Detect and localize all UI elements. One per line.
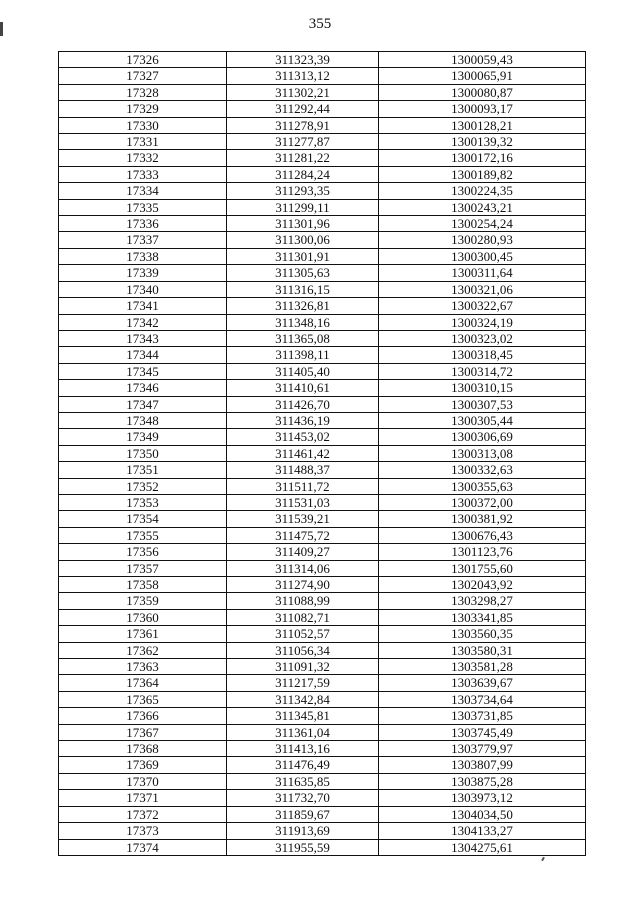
point-number-cell: 17348: [59, 412, 227, 428]
x-coordinate-cell: 311316,15: [227, 281, 379, 297]
x-coordinate-cell: 311539,21: [227, 511, 379, 527]
y-coordinate-cell: 1300332,63: [379, 462, 586, 478]
table-row: [59, 101, 586, 117]
y-coordinate-cell: 1300314,72: [379, 363, 586, 379]
y-coordinate-cell: 1303973,12: [379, 790, 586, 806]
y-coordinate-cell: 1300065,91: [379, 68, 586, 84]
coordinates-table-wrapper: [58, 51, 585, 856]
point-number-cell: 17371: [59, 790, 227, 806]
x-coordinate-cell: 311476,49: [227, 757, 379, 773]
x-coordinate-cell: 311301,96: [227, 216, 379, 232]
x-coordinate-cell: 311088,99: [227, 593, 379, 609]
y-coordinate-cell: 1303639,67: [379, 675, 586, 691]
y-coordinate-cell: 1300318,45: [379, 347, 586, 363]
x-coordinate-cell: 311365,08: [227, 330, 379, 346]
y-coordinate-cell: 1303734,64: [379, 691, 586, 707]
y-coordinate-cell: 1304133,27: [379, 823, 586, 839]
y-coordinate-cell: 1304275,61: [379, 839, 586, 855]
coordinates-table: [58, 51, 586, 856]
point-number-cell: 17331: [59, 134, 227, 150]
point-number-cell: 17369: [59, 757, 227, 773]
table-row: [59, 216, 586, 232]
table-row: [59, 806, 586, 822]
x-coordinate-cell: 311488,37: [227, 462, 379, 478]
y-coordinate-cell: 1300322,67: [379, 298, 586, 314]
table-row: [59, 265, 586, 281]
table-row: [59, 68, 586, 84]
point-number-cell: 17328: [59, 84, 227, 100]
table-row: [59, 84, 586, 100]
table-row: [59, 757, 586, 773]
x-coordinate-cell: 311314,06: [227, 560, 379, 576]
y-coordinate-cell: 1302043,92: [379, 577, 586, 593]
y-coordinate-cell: 1303341,85: [379, 609, 586, 625]
table-row: [59, 117, 586, 133]
table-row: [59, 691, 586, 707]
y-coordinate-cell: 1303807,99: [379, 757, 586, 773]
y-coordinate-cell: 1300059,43: [379, 52, 586, 68]
x-coordinate-cell: 311305,63: [227, 265, 379, 281]
table-row: [59, 790, 586, 806]
table-row: [59, 380, 586, 396]
point-number-cell: 17339: [59, 265, 227, 281]
y-coordinate-cell: 1300324,19: [379, 314, 586, 330]
table-body: [59, 52, 586, 856]
x-coordinate-cell: 311913,69: [227, 823, 379, 839]
table-row: [59, 527, 586, 543]
x-coordinate-cell: 311091,32: [227, 659, 379, 675]
y-coordinate-cell: 1301755,60: [379, 560, 586, 576]
table-row: [59, 134, 586, 150]
point-number-cell: 17329: [59, 101, 227, 117]
y-coordinate-cell: 1300307,53: [379, 396, 586, 412]
point-number-cell: 17345: [59, 363, 227, 379]
y-coordinate-cell: 1300254,24: [379, 216, 586, 232]
point-number-cell: 17336: [59, 216, 227, 232]
y-coordinate-cell: 1303731,85: [379, 708, 586, 724]
table-row: [59, 462, 586, 478]
y-coordinate-cell: 1300243,21: [379, 199, 586, 215]
y-coordinate-cell: 1300323,02: [379, 330, 586, 346]
point-number-cell: 17349: [59, 429, 227, 445]
y-coordinate-cell: 1300306,69: [379, 429, 586, 445]
point-number-cell: 17341: [59, 298, 227, 314]
table-row: [59, 199, 586, 215]
point-number-cell: 17364: [59, 675, 227, 691]
point-number-cell: 17334: [59, 183, 227, 199]
point-number-cell: 17372: [59, 806, 227, 822]
y-coordinate-cell: 1300189,82: [379, 166, 586, 182]
point-number-cell: 17332: [59, 150, 227, 166]
x-coordinate-cell: 311635,85: [227, 773, 379, 789]
table-row: [59, 741, 586, 757]
point-number-cell: 17342: [59, 314, 227, 330]
x-coordinate-cell: 311082,71: [227, 609, 379, 625]
point-number-cell: 17361: [59, 626, 227, 642]
y-coordinate-cell: 1300381,92: [379, 511, 586, 527]
point-number-cell: 17340: [59, 281, 227, 297]
point-number-cell: 17327: [59, 68, 227, 84]
point-number-cell: 17343: [59, 330, 227, 346]
y-coordinate-cell: 1300300,45: [379, 248, 586, 264]
x-coordinate-cell: 311301,91: [227, 248, 379, 264]
table-row: [59, 429, 586, 445]
x-coordinate-cell: 311217,59: [227, 675, 379, 691]
scan-speck: [541, 857, 545, 861]
x-coordinate-cell: 311398,11: [227, 347, 379, 363]
table-row: [59, 166, 586, 182]
point-number-cell: 17347: [59, 396, 227, 412]
table-row: [59, 445, 586, 461]
point-number-cell: 17350: [59, 445, 227, 461]
table-row: [59, 298, 586, 314]
table-row: [59, 363, 586, 379]
y-coordinate-cell: 1303560,35: [379, 626, 586, 642]
y-coordinate-cell: 1300172,16: [379, 150, 586, 166]
x-coordinate-cell: 311436,19: [227, 412, 379, 428]
point-number-cell: 17370: [59, 773, 227, 789]
point-number-cell: 17326: [59, 52, 227, 68]
table-row: [59, 609, 586, 625]
point-number-cell: 17363: [59, 659, 227, 675]
point-number-cell: 17344: [59, 347, 227, 363]
x-coordinate-cell: 311313,12: [227, 68, 379, 84]
y-coordinate-cell: 1300128,21: [379, 117, 586, 133]
y-coordinate-cell: 1300355,63: [379, 478, 586, 494]
x-coordinate-cell: 311409,27: [227, 544, 379, 560]
y-coordinate-cell: 1300676,43: [379, 527, 586, 543]
x-coordinate-cell: 311278,91: [227, 117, 379, 133]
table-row: [59, 642, 586, 658]
y-coordinate-cell: 1300280,93: [379, 232, 586, 248]
point-number-cell: 17357: [59, 560, 227, 576]
table-row: [59, 232, 586, 248]
point-number-cell: 17351: [59, 462, 227, 478]
table-row: [59, 314, 586, 330]
x-coordinate-cell: 311292,44: [227, 101, 379, 117]
y-coordinate-cell: 1301123,76: [379, 544, 586, 560]
table-row: [59, 150, 586, 166]
x-coordinate-cell: 311284,24: [227, 166, 379, 182]
table-row: [59, 659, 586, 675]
point-number-cell: 17355: [59, 527, 227, 543]
x-coordinate-cell: 311410,61: [227, 380, 379, 396]
table-row: [59, 839, 586, 855]
x-coordinate-cell: 311453,02: [227, 429, 379, 445]
table-row: [59, 773, 586, 789]
table-row: [59, 577, 586, 593]
x-coordinate-cell: 311405,40: [227, 363, 379, 379]
x-coordinate-cell: 311342,84: [227, 691, 379, 707]
x-coordinate-cell: 311531,03: [227, 494, 379, 510]
point-number-cell: 17353: [59, 494, 227, 510]
x-coordinate-cell: 311299,11: [227, 199, 379, 215]
point-number-cell: 17360: [59, 609, 227, 625]
x-coordinate-cell: 311056,34: [227, 642, 379, 658]
table-row: [59, 593, 586, 609]
y-coordinate-cell: 1300310,15: [379, 380, 586, 396]
point-number-cell: 17352: [59, 478, 227, 494]
x-coordinate-cell: 311955,59: [227, 839, 379, 855]
table-row: [59, 560, 586, 576]
point-number-cell: 17368: [59, 741, 227, 757]
x-coordinate-cell: 311461,42: [227, 445, 379, 461]
point-number-cell: 17365: [59, 691, 227, 707]
point-number-cell: 17362: [59, 642, 227, 658]
y-coordinate-cell: 1300372,00: [379, 494, 586, 510]
table-row: [59, 626, 586, 642]
y-coordinate-cell: 1303745,49: [379, 724, 586, 740]
y-coordinate-cell: 1300139,32: [379, 134, 586, 150]
x-coordinate-cell: 311413,16: [227, 741, 379, 757]
point-number-cell: 17374: [59, 839, 227, 855]
point-number-cell: 17356: [59, 544, 227, 560]
point-number-cell: 17358: [59, 577, 227, 593]
y-coordinate-cell: 1303580,31: [379, 642, 586, 658]
y-coordinate-cell: 1300080,87: [379, 84, 586, 100]
table-row: [59, 823, 586, 839]
point-number-cell: 17346: [59, 380, 227, 396]
x-coordinate-cell: 311361,04: [227, 724, 379, 740]
x-coordinate-cell: 311345,81: [227, 708, 379, 724]
table-row: [59, 494, 586, 510]
x-coordinate-cell: 311348,16: [227, 314, 379, 330]
table-row: [59, 544, 586, 560]
table-row: [59, 511, 586, 527]
y-coordinate-cell: 1300224,35: [379, 183, 586, 199]
x-coordinate-cell: 311302,21: [227, 84, 379, 100]
y-coordinate-cell: 1303298,27: [379, 593, 586, 609]
x-coordinate-cell: 311511,72: [227, 478, 379, 494]
x-coordinate-cell: 311052,57: [227, 626, 379, 642]
point-number-cell: 17338: [59, 248, 227, 264]
point-number-cell: 17373: [59, 823, 227, 839]
x-coordinate-cell: 311326,81: [227, 298, 379, 314]
y-coordinate-cell: 1303581,28: [379, 659, 586, 675]
y-coordinate-cell: 1304034,50: [379, 806, 586, 822]
table-row: [59, 281, 586, 297]
x-coordinate-cell: 311859,67: [227, 806, 379, 822]
point-number-cell: 17354: [59, 511, 227, 527]
table-row: [59, 347, 586, 363]
table-row: [59, 412, 586, 428]
y-coordinate-cell: 1300321,06: [379, 281, 586, 297]
table-row: [59, 248, 586, 264]
y-coordinate-cell: 1303875,28: [379, 773, 586, 789]
x-coordinate-cell: 311293,35: [227, 183, 379, 199]
x-coordinate-cell: 311475,72: [227, 527, 379, 543]
point-number-cell: 17367: [59, 724, 227, 740]
x-coordinate-cell: 311274,90: [227, 577, 379, 593]
x-coordinate-cell: 311300,06: [227, 232, 379, 248]
x-coordinate-cell: 311277,87: [227, 134, 379, 150]
y-coordinate-cell: 1300313,08: [379, 445, 586, 461]
table-row: [59, 52, 586, 68]
table-row: [59, 330, 586, 346]
point-number-cell: 17366: [59, 708, 227, 724]
table-row: [59, 724, 586, 740]
point-number-cell: 17335: [59, 199, 227, 215]
x-coordinate-cell: 311732,70: [227, 790, 379, 806]
point-number-cell: 17333: [59, 166, 227, 182]
point-number-cell: 17337: [59, 232, 227, 248]
y-coordinate-cell: 1303779,97: [379, 741, 586, 757]
x-coordinate-cell: 311281,22: [227, 150, 379, 166]
y-coordinate-cell: 1300305,44: [379, 412, 586, 428]
table-row: [59, 675, 586, 691]
table-row: [59, 183, 586, 199]
point-number-cell: 17330: [59, 117, 227, 133]
table-row: [59, 708, 586, 724]
point-number-cell: 17359: [59, 593, 227, 609]
y-coordinate-cell: 1300311,64: [379, 265, 586, 281]
page-number: 355: [308, 16, 332, 32]
table-row: [59, 478, 586, 494]
x-coordinate-cell: 311323,39: [227, 52, 379, 68]
y-coordinate-cell: 1300093,17: [379, 101, 586, 117]
table-row: [59, 396, 586, 412]
x-coordinate-cell: 311426,70: [227, 396, 379, 412]
